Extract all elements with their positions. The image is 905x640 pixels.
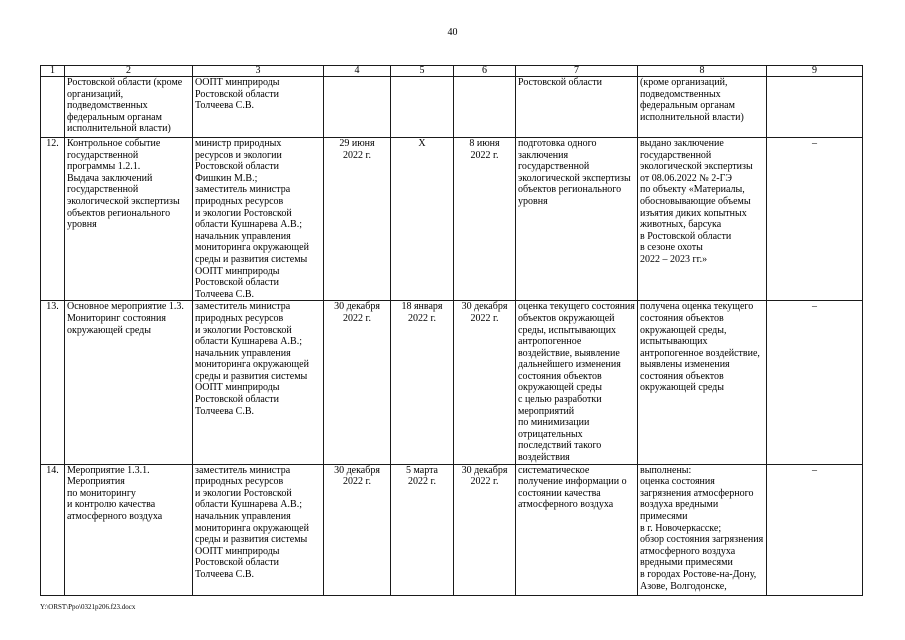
achieved-result-cell: получена оценка текущего состояния объектов окружающей среды, испытывающих антропогенное воздействие, выявлены изменения состояния объектов окружающей среды <box>638 301 767 464</box>
end-date-cell: 30 декабря 2022 г. <box>454 301 516 464</box>
event-name-cell: Основное мероприятие 1.3. Мониторинг состояния окружающей среды <box>65 301 193 464</box>
achieved-result-cell: выдано заключение государственной экологической экспертизы от 08.06.2022 № 2-ГЭ по объекту «Материалы, обосновывающие объемы изъятия диких копытных животных, барсука в Ростовской области в сезоне охоты 2022 – 2023 гг.» <box>638 138 767 301</box>
table-row <box>41 464 863 595</box>
planned-date-cell: 30 декабря 2022 г. <box>324 464 391 595</box>
table-row <box>41 138 863 301</box>
column-header-2: 2 <box>65 66 193 77</box>
start-date-cell: X <box>391 138 454 301</box>
responsible-executor-cell: заместитель министра природных ресурсов и экологии Ростовской области Кушнарева А.В.; начальник управления мониторинга окружающей среды и развития системы ООПТ минприроды Ростовской области Толчеева С.В. <box>193 301 324 464</box>
remarks-cell: – <box>767 301 863 464</box>
row-number-cell: 14. <box>41 464 65 595</box>
achieved-result-cell: (кроме организаций, подведомственных федеральным органам исполнительной власти) <box>638 77 767 138</box>
end-date-cell <box>454 77 516 138</box>
column-header-6: 6 <box>454 66 516 77</box>
planned-result-cell: систематическое получение информации о состоянии качества атмосферного воздуха <box>516 464 638 595</box>
table-header <box>41 66 863 77</box>
planned-date-cell <box>324 77 391 138</box>
column-header-7: 7 <box>516 66 638 77</box>
file-path-footer: Y:\ORST\Ppo\0321p206.f23.docx <box>40 603 136 611</box>
event-name-cell: Ростовской области (кроме организаций, подведомственных федеральным органам исполнительной власти) <box>65 77 193 138</box>
start-date-cell <box>391 77 454 138</box>
event-name-cell: Контрольное событие государственной программы 1.2.1. Выдача заключений государственной экологической экспертизы объектов регионального уровня <box>65 138 193 301</box>
row-number-cell: 13. <box>41 301 65 464</box>
column-header-4: 4 <box>324 66 391 77</box>
planned-date-cell: 30 декабря 2022 г. <box>324 301 391 464</box>
planned-date-cell: 29 июня 2022 г. <box>324 138 391 301</box>
planned-result-cell: оценка текущего состояния объектов окружающей среды, испытывающих антропогенное воздействие, выявление дальнейшего изменения состояния объектов окружающей среды с целью разработки мероприятий по минимизации отрицательных последствий такого воздействия <box>516 301 638 464</box>
event-name-cell: Мероприятие 1.3.1. Мероприятия по мониторингу и контролю качества атмосферного воздуха <box>65 464 193 595</box>
table-body <box>41 77 863 596</box>
planned-result-cell: подготовка одного заключения государственной экологической экспертизы объектов регионального уровня <box>516 138 638 301</box>
achieved-result-cell: выполнены: оценка состояния загрязнения атмосферного воздуха вредными примесями в г. Новочеркасске; обзор состояния загрязнения атмосферного воздуха вредными примесями в городах Ростове-на-Дону, Азове, Волгодонске, <box>638 464 767 595</box>
column-number-row <box>41 66 863 77</box>
start-date-cell: 18 января 2022 г. <box>391 301 454 464</box>
row-number-cell: 12. <box>41 138 65 301</box>
column-header-8: 8 <box>638 66 767 77</box>
column-header-9: 9 <box>767 66 863 77</box>
end-date-cell: 30 декабря 2022 г. <box>454 464 516 595</box>
responsible-executor-cell: министр природных ресурсов и экологии Ростовской области Фишкин М.В.; заместитель министра природных ресурсов и экологии Ростовской области Кушнарева А.В.; начальник управления мониторинга окружающей среды и развития системы ООПТ минприроды Ростовской области Толчеева С.В. <box>193 138 324 301</box>
table-row <box>41 301 863 464</box>
column-header-3: 3 <box>193 66 324 77</box>
remarks-cell <box>767 77 863 138</box>
remarks-cell: – <box>767 464 863 595</box>
column-header-1: 1 <box>41 66 65 77</box>
report-table <box>40 65 863 596</box>
responsible-executor-cell: заместитель министра природных ресурсов и экологии Ростовской области Кушнарева А.В.; начальник управления мониторинга окружающей среды и развития системы ООПТ минприроды Ростовской области Толчеева С.В. <box>193 464 324 595</box>
remarks-cell: – <box>767 138 863 301</box>
end-date-cell: 8 июня 2022 г. <box>454 138 516 301</box>
start-date-cell: 5 марта 2022 г. <box>391 464 454 595</box>
planned-result-cell: Ростовской области <box>516 77 638 138</box>
page-number: 40 <box>447 27 458 38</box>
row-number-cell <box>41 77 65 138</box>
table-row-continuation <box>41 77 863 138</box>
responsible-executor-cell: ООПТ минприроды Ростовской области Толчеева С.В. <box>193 77 324 138</box>
column-header-5: 5 <box>391 66 454 77</box>
